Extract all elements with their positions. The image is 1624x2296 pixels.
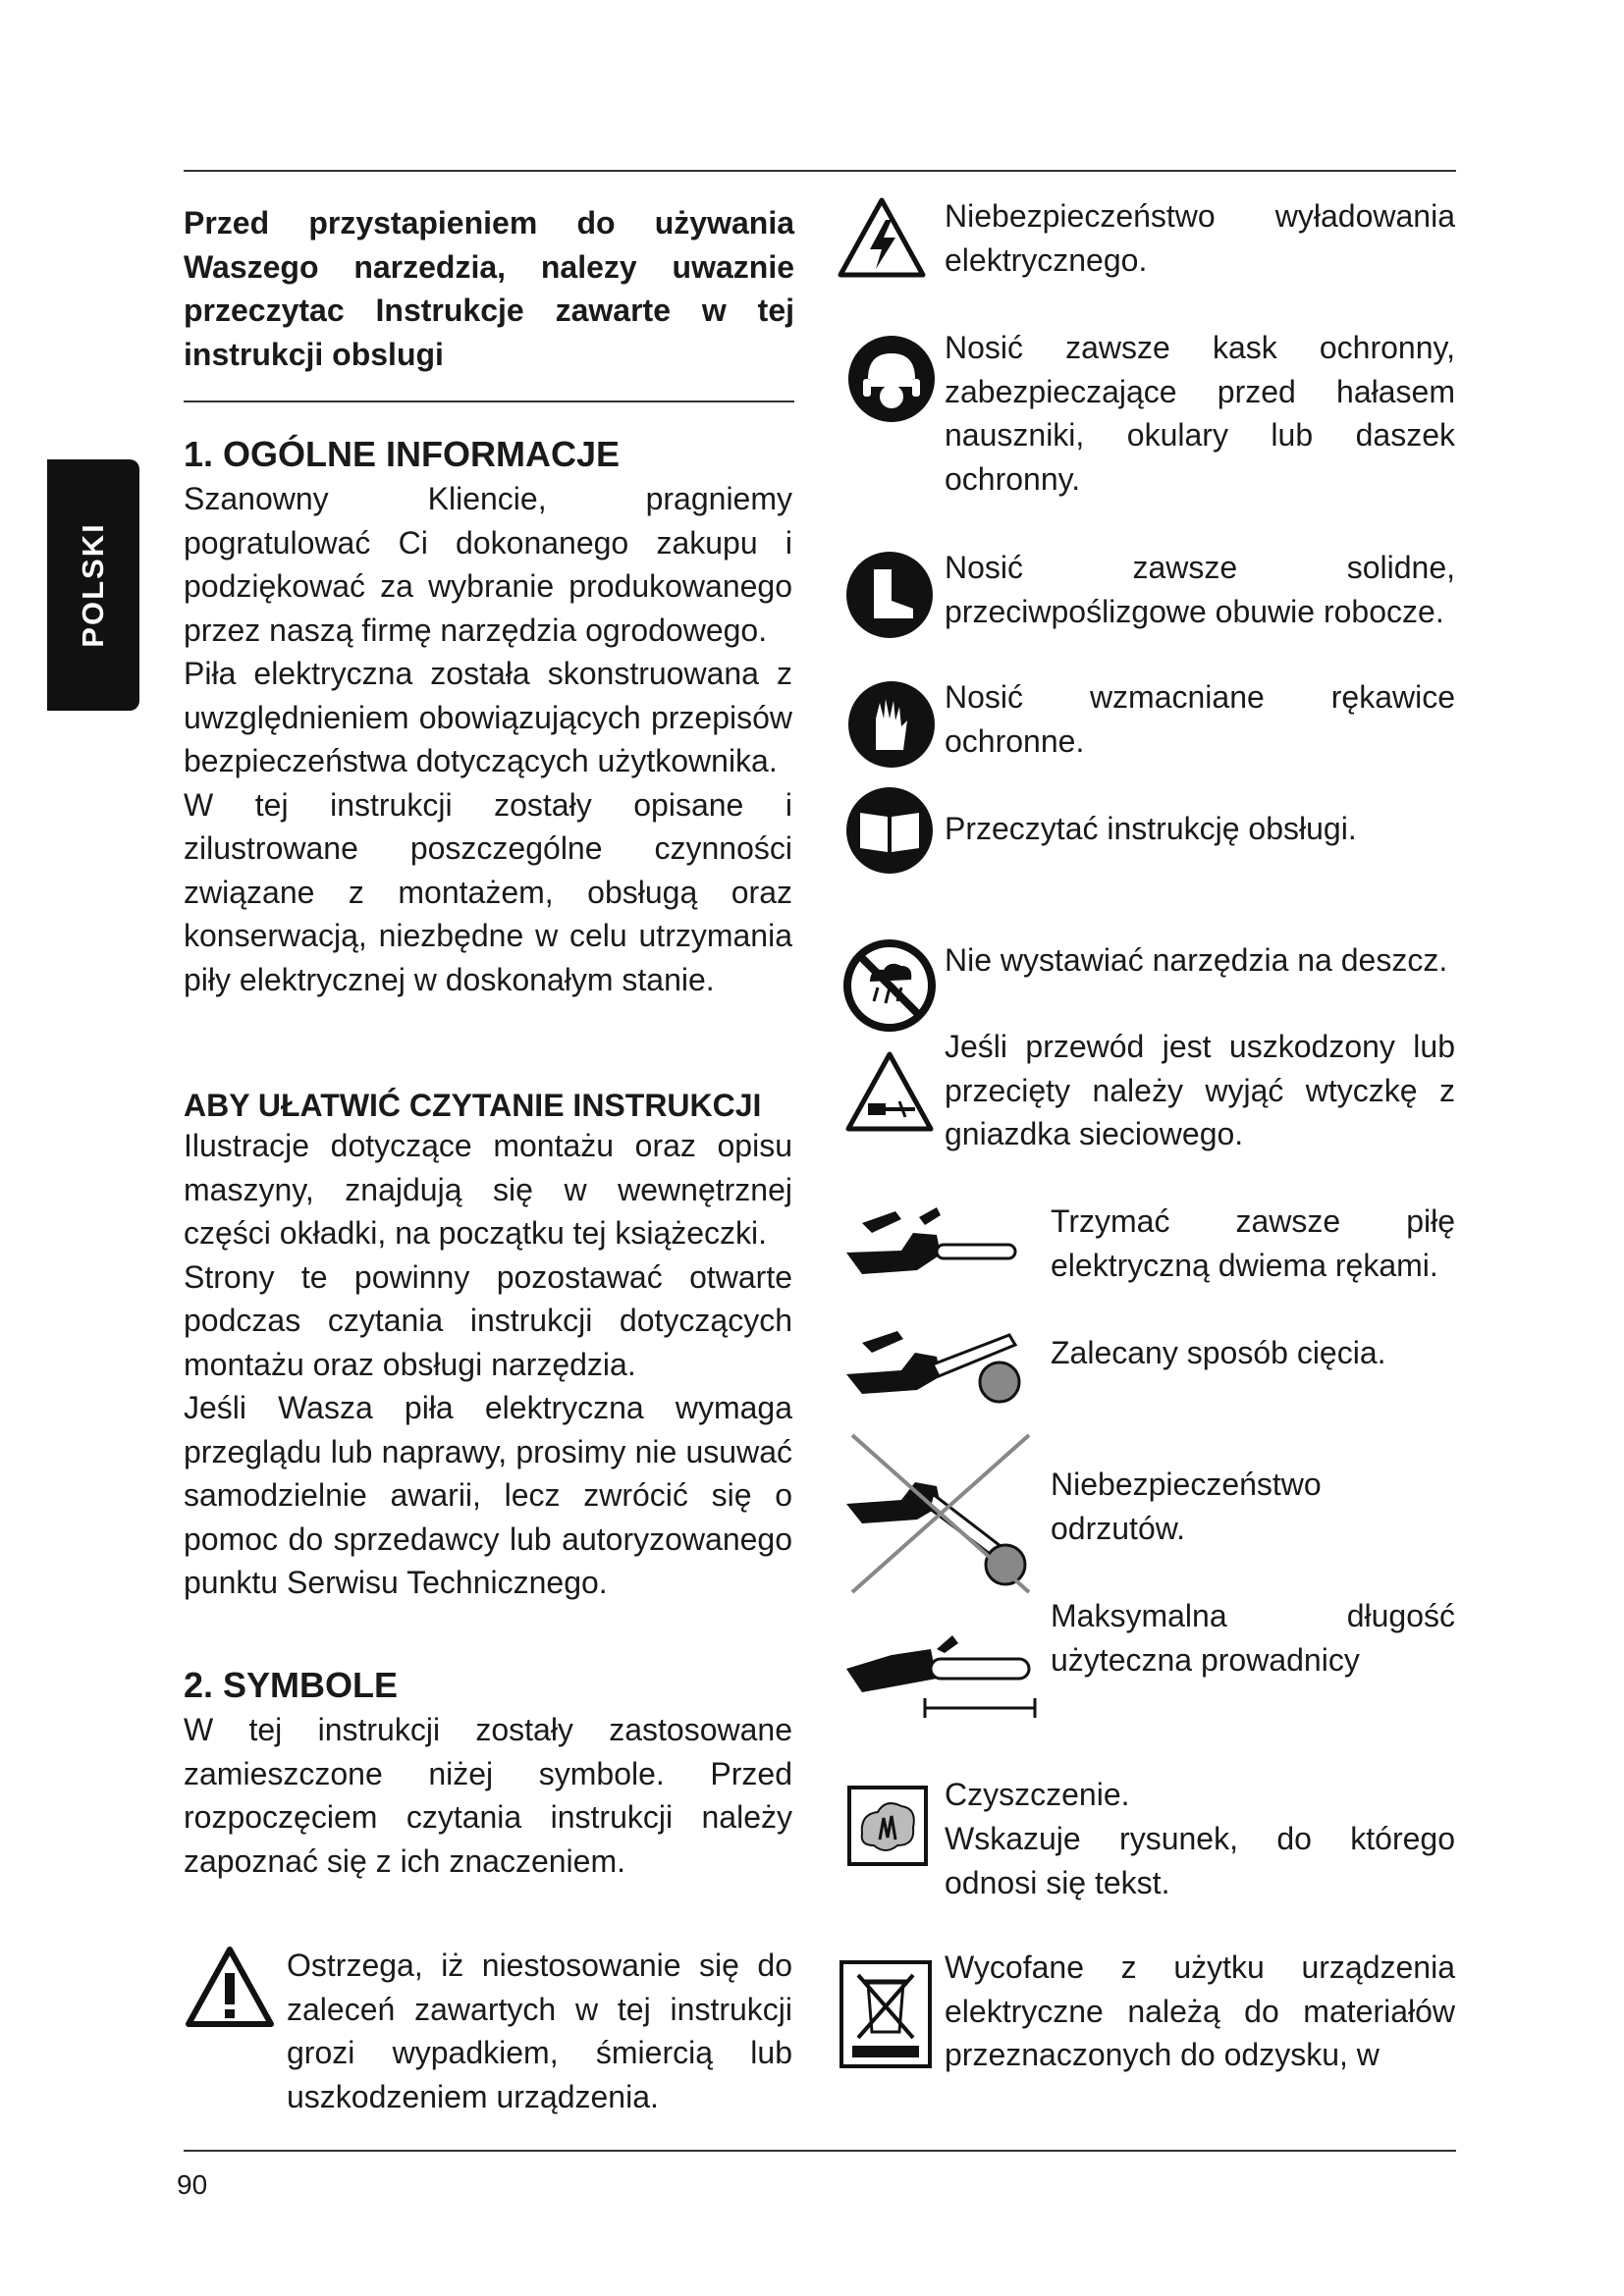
weee-bin-icon [839,1959,933,2069]
manual-icon [844,785,935,876]
gloves-text: Nosić wzmacniane rękawice ochronne. [945,679,1455,759]
weee-text: Wycofane z użytku urządzenia elektryczne należą do materiałów przeznaczonych do odzysku, w [945,1949,1455,2072]
section2-title: 2. SYMBOLE [184,1665,399,1705]
two-hands-text: Trzymać zawsze piłę elektryczną dwiema rękami. [1051,1203,1455,1283]
no-rain-text: Nie wystawiać narzędzia na deszcz. [945,942,1448,978]
section1-p3: W tej instrukcji zostały opisane i zilustrowane poszczególne czynności związane z montażem, obsługą oraz konserwacją, niezbędne w celu utrzymania piły elektrycznej w doskonałym stanie. [184,786,792,997]
warning-triangle-icon [185,1946,275,2028]
no-rain-icon [842,938,937,1033]
bottom-rule [184,2150,1456,2152]
section1-title: 1. OGÓLNE INFORMACJE [184,434,621,474]
section2-p1: W tej instrukcji zostały zastosowane zamieszczone niżej symbole. Przed rozpoczęciem czytania instrukcji należy zapoznać się z ich znaczeniem. [184,1712,792,1879]
section-symbols [184,1665,792,1883]
kickback-text: Niebezpieczeństwo odrzutów. [1051,1467,1322,1546]
helmet-text: Nosić zawsze kask ochronny, zabezpieczające przed hałasem nauszniki, okulary lub daszek ochronny. [945,330,1455,497]
section1-p2: Piła elektryczna została skonstruowana z uwzględnieniem obowiązujących przepisów bezpieczeństwa dotyczących użytkownika. [184,656,792,778]
cleaning-text-1: Czyszczenie. [945,1777,1130,1812]
reading-title: ABY UŁATWIĆ CZYTANIE INSTRUKCJI [184,1088,762,1123]
bar-length-icon [842,1610,1039,1728]
reading-p3: Jeśli Wasza piła elektryczna wymaga przeglądu lub naprawy, prosimy nie usuwać samodzielnie awarii, lecz zwrócić się o pomoc do sprzedawcy lub autoryzowanego punktu Serwisu Technicznego. [184,1390,792,1600]
section-reading-help [184,1088,792,1605]
reading-p1: Ilustracje dotyczące montażu oraz opisu maszyny, znajdują się w wewnętrznej części okładki, na początku tej książeczki. [184,1128,792,1251]
cutting-text: Zalecany sposób cięcia. [1051,1335,1386,1370]
language-tab-label: POLSKI [76,522,110,648]
reading-p2: Strony te powinny pozostawać otwarte podczas czytania instrukcji dotyczących montażu oraz obsługi narzędzia. [184,1258,792,1382]
electric-hazard-text: Niebezpieczeństwo wyładowania elektrycznego. [945,198,1455,278]
intro-notice: Przed przystapieniem do używania Waszego narzedzia, nalezy uwaznie przeczytac Instrukcje zawarte w tej instrukcji obslugi [184,205,794,372]
intro-rule [184,400,794,402]
bar-length-text: Maksymalna długość użyteczna prowadnicy [1051,1598,1455,1678]
manual-text: Przeczytać instrukcję obsługi. [945,811,1357,846]
helmet-icon [846,334,937,424]
page-number: 90 [177,2169,208,2200]
section1-p1: Szanowny Kliencie, pragniemy pogratulować Ci dokonanego zakupu i podziękować za wybranie produkowanego przez naszą firmę narzędzia ogrodowego. [184,481,792,648]
two-hands-chainsaw-icon [842,1194,1023,1292]
electric-hazard-icon [837,196,927,279]
cutting-method-icon [842,1306,1023,1414]
boots-text: Nosić zawsze solidne, przeciwpoślizgowe obuwie robocze. [945,550,1455,629]
cleaning-text-2: Wskazuje rysunek, do którego odnosi się tekst. [945,1821,1455,1900]
language-tab [47,459,139,711]
damaged-cable-icon [844,1050,935,1133]
damaged-cable-text: Jeśli przewód jest uszkodzony lub przecięty należy wyjąć wtyczkę z gniazdka sieciowego. [945,1029,1455,1151]
boots-icon [844,550,935,640]
gloves-icon [846,679,937,770]
kickback-icon [842,1425,1039,1602]
warning-text: Ostrzega, iż niestosowanie się do zaleceń zawartych w tej instrukcji grozi wypadkiem, śmiercią lub uszkodzeniem urządzenia. [287,1948,792,2114]
section-general-info [184,434,792,1001]
cleaning-icon [846,1785,929,1867]
top-rule [184,170,1456,172]
